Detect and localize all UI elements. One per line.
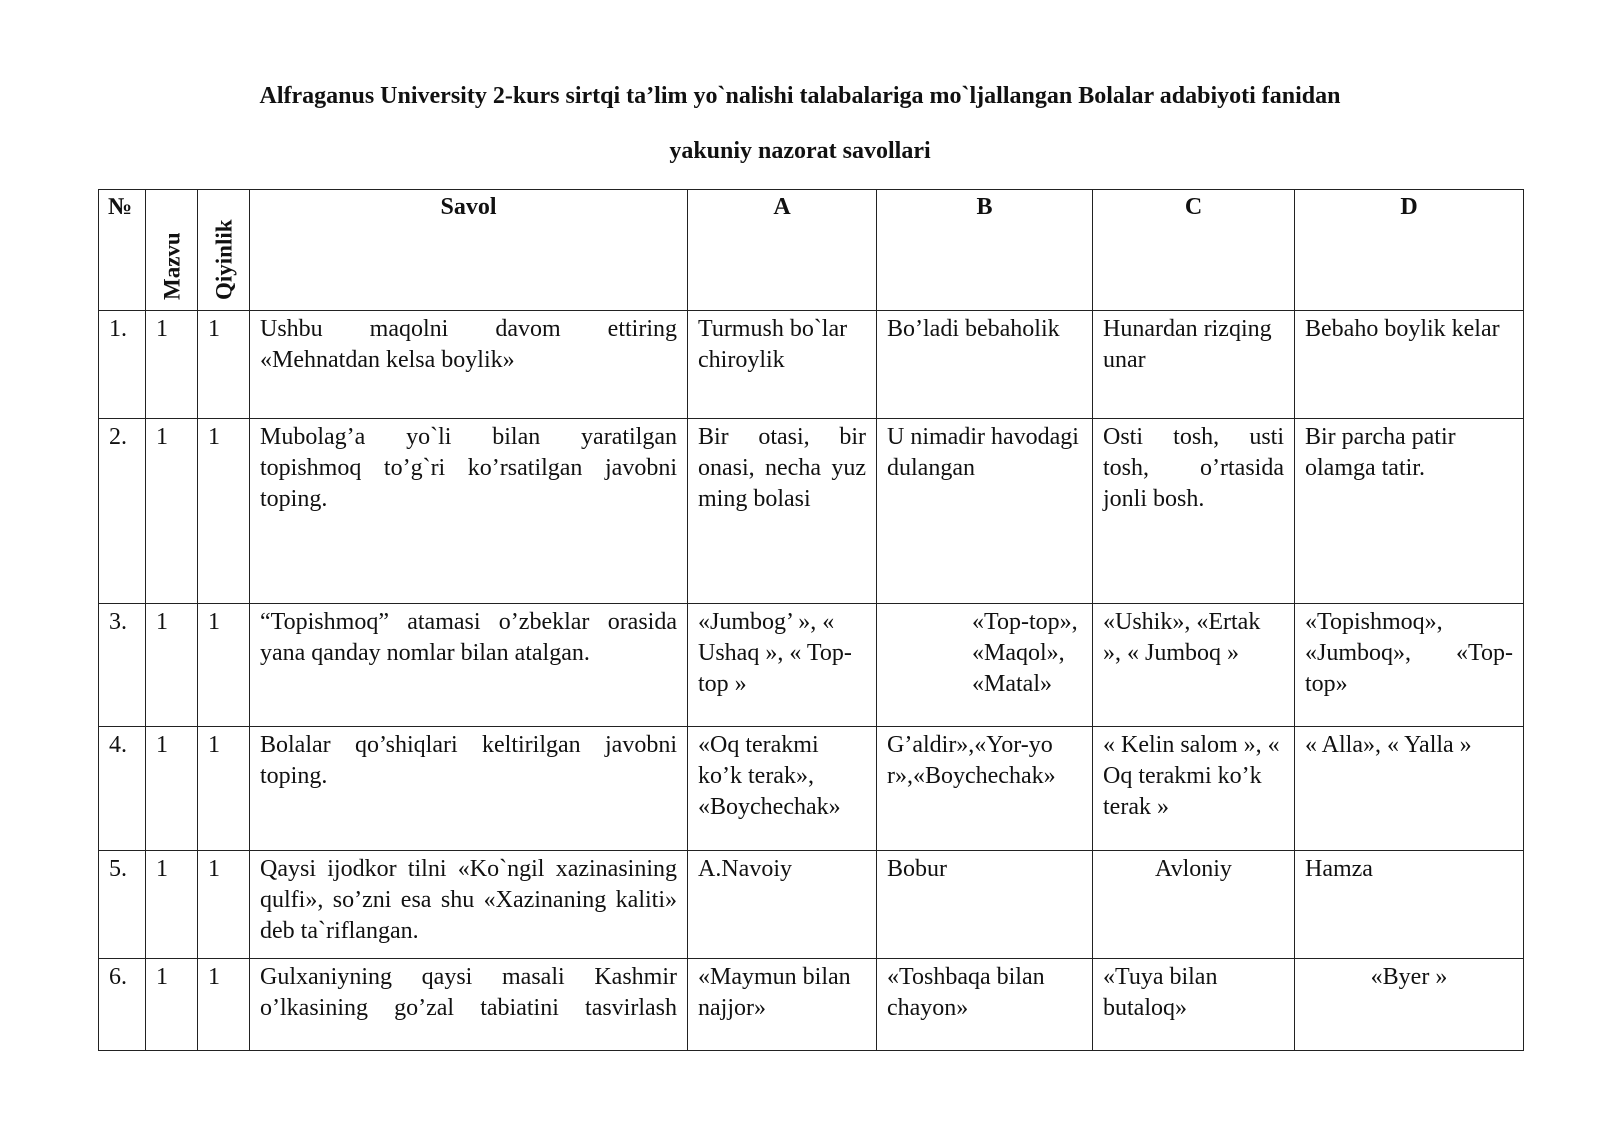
question-cell: Mubolag’a yo`li bilan yaratilgan topishmoq to’g`ri ko’rsatilgan javobni toping. [250, 419, 688, 604]
row-number: 6. [99, 959, 146, 1051]
option-c-cell: Hunardan rizqing unar [1093, 311, 1295, 419]
table-row [99, 419, 1524, 604]
header-mazvu: Mazvu [146, 190, 198, 311]
table-row [99, 959, 1524, 1051]
qiyinlik-cell: 1 [198, 959, 250, 1051]
qiyinlik-cell: 1 [198, 851, 250, 959]
option-b-cell: U nimadir havodagi dulangan [877, 419, 1093, 604]
option-b-cell: «Toshbaqa bilan chayon» [877, 959, 1093, 1051]
option-a-cell: Bir otasi, bir onasi, necha yuz ming bolasi [688, 419, 877, 604]
questions-table [98, 189, 1524, 1051]
option-d-cell: Bir parcha patir olamga tatir. [1295, 419, 1524, 604]
option-a-cell: «Oq terakmi ko’k terak», «Boychechak» [688, 727, 877, 851]
mazvu-cell: 1 [146, 727, 198, 851]
option-c-cell: «Ushik», «Ertak », « Jumboq » [1093, 604, 1295, 727]
option-a-cell: «Maymun bilan najjor» [688, 959, 877, 1051]
option-d-cell: Hamza [1295, 851, 1524, 959]
header-option-c: C [1093, 190, 1295, 311]
option-c-cell: Avloniy [1093, 851, 1295, 959]
row-number: 3. [99, 604, 146, 727]
option-a-cell: «Jumbog’ », « Ushaq », « Top-top » [688, 604, 877, 727]
question-cell: Gulxaniyning qaysi masali Kashmir o’lkasining go’zal tabiatini tasvirlash [250, 959, 688, 1051]
table-row [99, 604, 1524, 727]
mazvu-cell: 1 [146, 851, 198, 959]
option-d-cell: « Alla», « Yalla » [1295, 727, 1524, 851]
qiyinlik-cell: 1 [198, 604, 250, 727]
table-row [99, 727, 1524, 851]
qiyinlik-cell: 1 [198, 311, 250, 419]
question-cell: Bolalar qo’shiqlari keltirilgan javobni toping. [250, 727, 688, 851]
option-c-cell: « Kelin salom », « Oq terakmi ko’k terak » [1093, 727, 1295, 851]
option-b-cell: «Top-top», «Maqol», «Matal» [877, 604, 1093, 727]
mazvu-cell: 1 [146, 604, 198, 727]
mazvu-cell: 1 [146, 419, 198, 604]
row-number: 4. [99, 727, 146, 851]
header-option-b: B [877, 190, 1093, 311]
header-option-d: D [1295, 190, 1524, 311]
option-c-cell: «Tuya bilan butaloq» [1093, 959, 1295, 1051]
row-number: 1. [99, 311, 146, 419]
option-b-cell: Bo’ladi bebaholik [877, 311, 1093, 419]
header-option-a: A [688, 190, 877, 311]
option-a-cell: A.Navoiy [688, 851, 877, 959]
option-b-cell: G’aldir»,«Yor-yor»,«Boychechak» [877, 727, 1093, 851]
header-number: № [99, 190, 146, 311]
header-qiyinlik: Qiyinlik [198, 190, 250, 311]
option-b-cell: Bobur [877, 851, 1093, 959]
qiyinlik-cell: 1 [198, 419, 250, 604]
option-d-cell: «Byer » [1295, 959, 1524, 1051]
question-cell: “Topishmoq” atamasi o’zbeklar orasida yana qanday nomlar bilan atalgan. [250, 604, 688, 727]
question-cell: Qaysi ijodkor tilni «Ko`ngil xazinasining qulfi», so’zni esa shu «Xazinaning kaliti» deb ta`riflangan. [250, 851, 688, 959]
row-number: 2. [99, 419, 146, 604]
option-c-cell: Osti tosh, usti tosh, o’rtasida jonli bosh. [1093, 419, 1295, 604]
document-title: Alfraganus University 2-kurs sirtqi ta’lim yo`nalishi talabalariga mo`ljallangan Bolalar adabiyoti fanidan [259, 83, 1341, 109]
qiyinlik-cell: 1 [198, 727, 250, 851]
table-header-row [99, 190, 1524, 311]
document-subtitle: yakuniy nazorat savollari [669, 138, 931, 164]
row-number: 5. [99, 851, 146, 959]
option-a-cell: Turmush bo`lar chiroylik [688, 311, 877, 419]
mazvu-cell: 1 [146, 959, 198, 1051]
mazvu-cell: 1 [146, 311, 198, 419]
header-savol: Savol [250, 190, 688, 311]
option-d-cell: Bebaho boylik kelar [1295, 311, 1524, 419]
table-row [99, 851, 1524, 959]
question-cell: Ushbu maqolni davom ettiring «Mehnatdan kelsa boylik» [250, 311, 688, 419]
option-d-cell: «Topishmoq», «Jumboq», «Top-top» [1295, 604, 1524, 727]
table-row [99, 311, 1524, 419]
